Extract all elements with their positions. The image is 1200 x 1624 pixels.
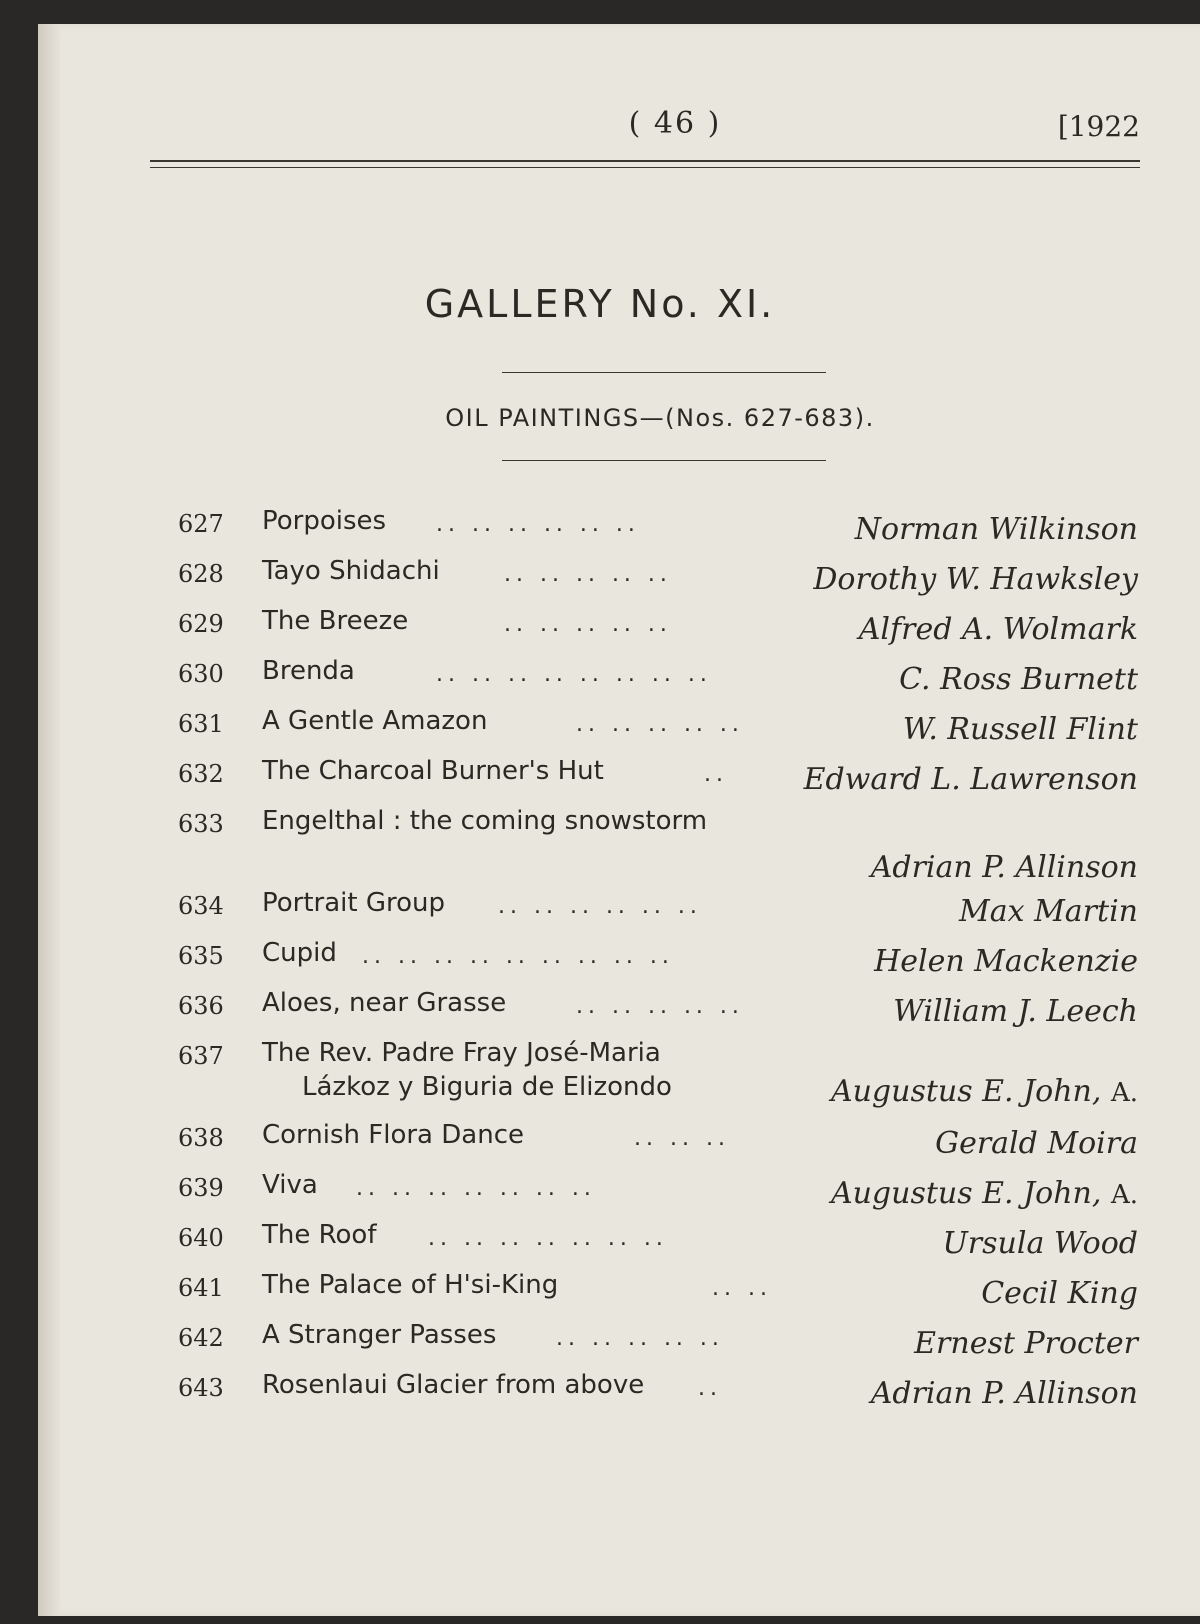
entry-leader-dots: .. .. .. .. .. .. .. (356, 1176, 596, 1201)
entry-artist: Gerald Moira (935, 1126, 1138, 1161)
entry-artist-name: Augustus E. John, (830, 1176, 1102, 1211)
entry-title: Cupid (262, 938, 337, 968)
entry-title: Portrait Group (262, 888, 446, 918)
entry-leader-dots: .. .. .. (634, 1126, 730, 1151)
entry-number: 634 (178, 892, 224, 920)
entry-leader-dots: .. .. .. .. .. (576, 994, 744, 1019)
catalogue-entry (178, 604, 1138, 654)
catalogue-entry (178, 754, 1138, 804)
page-year: [1922 (1057, 110, 1140, 143)
entry-title: Rosenlaui Glacier from above (262, 1370, 645, 1400)
entry-artist: Ernest Procter (914, 1326, 1138, 1361)
entry-title: The Charcoal Burner's Hut (262, 756, 604, 786)
catalogue-entry (178, 1036, 1138, 1118)
entry-number: 630 (178, 660, 224, 688)
title-rule-bottom (502, 460, 826, 461)
catalogue-entry (178, 886, 1138, 936)
entry-leader-dots: .. (704, 762, 728, 787)
entry-number: 635 (178, 942, 224, 970)
entry-leader-dots: .. .. .. .. .. .. (498, 894, 702, 919)
entry-leader-dots: .. (698, 1376, 722, 1401)
entry-artist-suffix: A. (1110, 1078, 1138, 1108)
entry-artist: Ursula Wood (942, 1226, 1138, 1261)
catalogue-entry (178, 804, 1138, 886)
entry-title: The Breeze (262, 606, 409, 636)
catalogue-entry (178, 504, 1138, 554)
entry-number: 639 (178, 1174, 224, 1202)
entry-artist: Alfred A. Wolmark (858, 612, 1138, 647)
catalogue-entry (178, 936, 1138, 986)
entry-title: Engelthal : the coming snowstorm (262, 806, 708, 836)
entry-title: The Roof (262, 1220, 377, 1250)
entry-number: 631 (178, 710, 224, 738)
gallery-title: GALLERY No. XI. (424, 282, 776, 326)
entry-title: Cornish Flora Dance (262, 1120, 524, 1150)
entry-number: 627 (178, 510, 224, 538)
catalogue-entry (178, 1168, 1138, 1218)
entry-title: The Rev. Padre Fray José-Maria (262, 1038, 661, 1068)
entry-artist-name: Augustus E. John, (830, 1074, 1102, 1109)
entry-title: Brenda (262, 656, 355, 686)
entry-artist: Cecil King (981, 1276, 1138, 1311)
entry-artist: Adrian P. Allinson (870, 850, 1138, 885)
entry-title: Porpoises (262, 506, 387, 536)
entry-artist: C. Ross Burnett (899, 662, 1138, 697)
entry-leader-dots: .. .. (712, 1276, 772, 1301)
catalogue-entry (178, 1318, 1138, 1368)
page-spine-shadow (38, 24, 60, 1616)
catalogue-entry (178, 554, 1138, 604)
entry-artist: Edward L. Lawrenson (803, 762, 1138, 797)
entry-number: 640 (178, 1224, 224, 1252)
page-header (150, 98, 1140, 148)
entry-number: 638 (178, 1124, 224, 1152)
entry-number: 643 (178, 1374, 224, 1402)
entry-title-continued: Lázkoz y Biguria de Elizondo (302, 1072, 672, 1102)
header-rule (150, 160, 1140, 168)
entry-title: The Palace of H'si-King (262, 1270, 559, 1300)
entry-title: Viva (262, 1170, 318, 1200)
catalogue-entry (178, 1268, 1138, 1318)
entry-number: 637 (178, 1042, 224, 1070)
entry-number: 628 (178, 560, 224, 588)
entry-number: 641 (178, 1274, 224, 1302)
catalogue-entry (178, 704, 1138, 754)
entry-artist: Adrian P. Allinson (870, 1376, 1138, 1411)
entry-number: 632 (178, 760, 224, 788)
entry-artist: Max Martin (959, 894, 1138, 929)
entry-artist (831, 1074, 1138, 1109)
entry-leader-dots: .. .. .. .. .. (504, 612, 672, 637)
entry-title: A Gentle Amazon (262, 706, 488, 736)
entry-leader-dots: .. .. .. .. .. .. (436, 512, 640, 537)
entry-number: 636 (178, 992, 224, 1020)
entry-leader-dots: .. .. .. .. .. (504, 562, 672, 587)
entry-title: A Stranger Passes (262, 1320, 497, 1350)
entry-leader-dots: .. .. .. .. .. (556, 1326, 724, 1351)
entry-leader-dots: .. .. .. .. .. .. .. .. .. (362, 944, 674, 969)
entry-number: 642 (178, 1324, 224, 1352)
entry-artist: Helen Mackenzie (874, 944, 1138, 979)
entry-number: 629 (178, 610, 224, 638)
entry-number: 633 (178, 810, 224, 838)
catalogue-entry (178, 1218, 1138, 1268)
page-number: ( 46 ) (628, 106, 722, 141)
entry-artist-suffix: A. (1110, 1180, 1138, 1210)
entry-artist (831, 1176, 1138, 1211)
entry-title: Aloes, near Grasse (262, 988, 507, 1018)
entry-leader-dots: .. .. .. .. .. .. .. .. (436, 662, 712, 687)
entry-artist: William J. Leech (893, 994, 1138, 1029)
catalogue-list (178, 504, 1138, 1418)
section-subtitle: OIL PAINTINGS—(Nos. 627-683). (445, 404, 875, 432)
catalogue-entry (178, 1118, 1138, 1168)
entry-title: Tayo Shidachi (262, 556, 440, 586)
entry-leader-dots: .. .. .. .. .. (576, 712, 744, 737)
title-rule-top (502, 372, 826, 373)
catalogue-entry (178, 986, 1138, 1036)
catalogue-entry (178, 1368, 1138, 1418)
entry-artist: W. Russell Flint (902, 712, 1138, 747)
catalogue-entry (178, 654, 1138, 704)
entry-artist: Norman Wilkinson (854, 512, 1138, 547)
entry-artist: Dorothy W. Hawksley (813, 562, 1138, 597)
entry-leader-dots: .. .. .. .. .. .. .. (428, 1226, 668, 1251)
